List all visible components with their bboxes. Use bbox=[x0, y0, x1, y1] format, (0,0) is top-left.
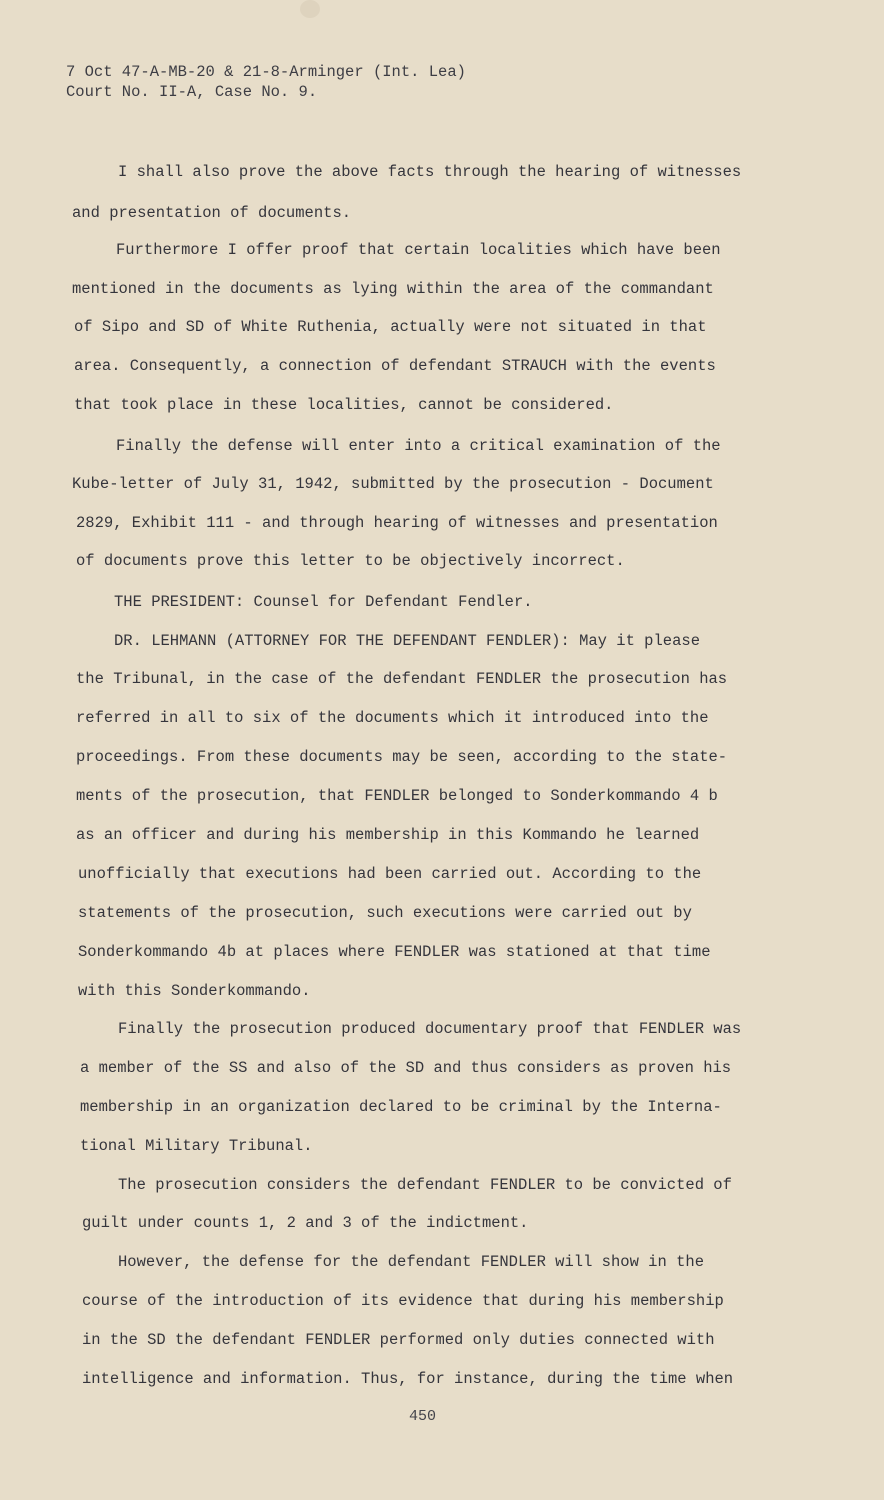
text-line: Furthermore I offer proof that certain localities which have been bbox=[116, 241, 721, 259]
text-line: with this Sonderkommando. bbox=[78, 982, 311, 1000]
text-line: The prosecution considers the defendant FENDLER to be convicted of bbox=[118, 1176, 732, 1194]
text-line: guilt under counts 1, 2 and 3 of the indictment. bbox=[82, 1214, 529, 1232]
header-reference-line: 7 Oct 47-A-MB-20 & 21-8-Arminger (Int. Lea) bbox=[66, 63, 466, 81]
text-line: proceedings. From these documents may be seen, according to the state- bbox=[76, 748, 728, 766]
text-line: statements of the prosecution, such executions were carried out by bbox=[78, 904, 692, 922]
text-line: as an officer and during his membership in this Kommando he learned bbox=[76, 826, 700, 844]
document-header bbox=[66, 62, 466, 102]
text-line: Finally the prosecution produced documentary proof that FENDLER was bbox=[118, 1020, 742, 1038]
text-line: intelligence and information. Thus, for instance, during the time when bbox=[82, 1370, 734, 1388]
text-line: DR. LEHMANN (ATTORNEY FOR THE DEFENDANT FENDLER): May it please bbox=[114, 632, 700, 650]
text-line: the Tribunal, in the case of the defendant FENDLER the prosecution has bbox=[76, 670, 728, 688]
paper-stain bbox=[300, 0, 320, 18]
text-line: 2829, Exhibit 111 - and through hearing of witnesses and presentation bbox=[76, 514, 718, 532]
text-line: Finally the defense will enter into a critical examination of the bbox=[116, 437, 721, 455]
text-line: and presentation of documents. bbox=[72, 204, 352, 222]
text-line: I shall also prove the above facts through the hearing of witnesses bbox=[118, 163, 742, 181]
text-line: mentioned in the documents as lying within the area of the commandant bbox=[72, 280, 714, 298]
text-line: a member of the SS and also of the SD and thus considers as proven his bbox=[80, 1059, 732, 1077]
text-line: referred in all to six of the documents which it introduced into the bbox=[76, 709, 709, 727]
text-line: membership in an organization declared to be criminal by the Interna- bbox=[80, 1098, 722, 1116]
text-line: that took place in these localities, cannot be considered. bbox=[74, 396, 614, 414]
page-number: 450 bbox=[409, 1408, 437, 1425]
text-line: Sonderkommando 4b at places where FENDLER was stationed at that time bbox=[78, 943, 711, 961]
text-line: However, the defense for the defendant FENDLER will show in the bbox=[118, 1253, 704, 1271]
text-line: course of the introduction of its evidence that during his membership bbox=[82, 1292, 724, 1310]
text-line: of documents prove this letter to be objectively incorrect. bbox=[76, 552, 625, 570]
text-line: THE PRESIDENT: Counsel for Defendant Fendler. bbox=[114, 593, 533, 611]
text-line: unofficially that executions had been carried out. According to the bbox=[78, 865, 702, 883]
header-court-line: Court No. II-A, Case No. 9. bbox=[66, 83, 318, 101]
text-line: Kube-letter of July 31, 1942, submitted by the prosecution - Document bbox=[72, 475, 714, 493]
text-line: tional Military Tribunal. bbox=[80, 1137, 313, 1155]
text-line: area. Consequently, a connection of defendant STRAUCH with the events bbox=[74, 357, 716, 375]
text-line: ments of the prosecution, that FENDLER belonged to Sonderkommando 4 b bbox=[76, 787, 718, 805]
text-line: of Sipo and SD of White Ruthenia, actually were not situated in that bbox=[74, 318, 707, 336]
text-line: in the SD the defendant FENDLER performed only duties connected with bbox=[82, 1331, 715, 1349]
